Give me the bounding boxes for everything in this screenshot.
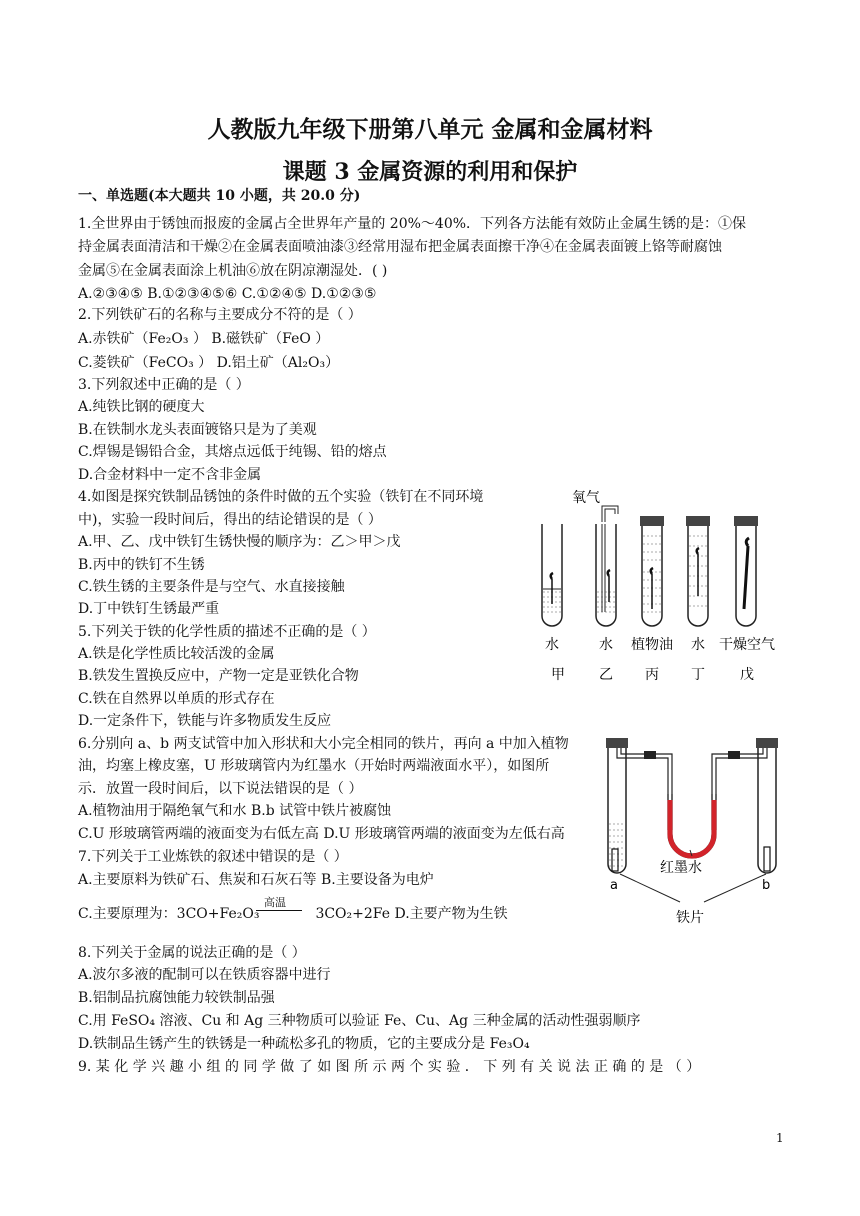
text-line: C.铁在自然界以单质的形式存在	[78, 691, 275, 707]
text-line: 9. 某 化 学 兴 趣 小 组 的 同 学 做 了 如 图 所 示 两 个 实 验 ． 下 列 有 关 说 法 正 确 的 是 （ ）	[78, 1059, 701, 1075]
label-oil: 植物油	[631, 637, 673, 653]
reaction-arrow-line	[256, 910, 302, 911]
text-line: A.甲、乙、戊中铁钉生锈快慢的顺序为：乙＞甲＞戊	[78, 534, 401, 550]
label-a: a	[610, 878, 618, 893]
page-number: 1	[776, 1131, 784, 1145]
text-line: 2.下列铁矿石的名称与主要成分不符的是（ ）	[78, 307, 362, 323]
text-line: B.铝制品抗腐蚀能力较铁制品强	[78, 990, 275, 1006]
document-subtitle: 课题 3 金属资源的利用和保护	[282, 159, 578, 185]
text-line: B.丙中的铁钉不生锈	[78, 557, 205, 573]
text-line: A.赤铁矿（Fe₂O₃ ） B.磁铁矿（FeO ）	[78, 331, 330, 347]
section-heading: 一、单选题(本大题共 10 小题，共 20.0 分)	[78, 188, 361, 204]
text-line: 5.下列关于铁的化学性质的描述不正确的是（ ）	[78, 624, 376, 640]
text-line: C.菱铁矿（FeCO₃ ） D.铝土矿（Al₂O₃）	[78, 355, 340, 371]
label-ding: 丁	[691, 667, 705, 683]
label-jia: 甲	[551, 667, 565, 683]
text-line: D.丁中铁钉生锈最严重	[78, 601, 220, 617]
q7c-after: 3CO₂+2Fe D.主要产物为生铁	[315, 906, 508, 922]
text-line: 中)，实验一段时间后，得出的结论错误的是（ ）	[78, 512, 382, 528]
tube-bing	[640, 516, 664, 626]
text-line: 4.如图是探究铁制品锈蚀的条件时做的五个实验（铁钉在不同环境	[78, 489, 484, 505]
text-line: A.主要原料为铁矿石、焦炭和石灰石等 B.主要设备为电炉	[78, 872, 434, 888]
text-line: C.用 FeSO₄ 溶液、Cu 和 Ag 三种物质可以验证 Fe、Cu、Ag 三种金属的活动性强弱顺序	[78, 1013, 641, 1029]
label-wu: 戊	[740, 667, 754, 683]
tube-wu	[734, 516, 758, 626]
oxygen-label: 氧气	[572, 490, 600, 506]
text-line: C.U 形玻璃管两端的液面变为右低左高 D.U 形玻璃管两端的液面变为左低右高	[78, 826, 565, 842]
q7c-before: C.主要原理为：3CO+Fe₂O₃	[78, 906, 260, 922]
text-line: 金属⑤在金属表面涂上机油⑥放在阴凉潮湿处．( )	[78, 263, 388, 279]
tube-ding	[686, 516, 710, 626]
document-title: 人教版九年级下册第八单元 金属和金属材料	[207, 116, 653, 143]
q7-option-c	[78, 903, 508, 923]
text-line: 3.下列叙述中正确的是（ ）	[78, 377, 250, 393]
text-line: A.纯铁比钢的硬度大	[78, 399, 205, 415]
text-line: A.波尔多液的配制可以在铁质容器中进行	[78, 967, 331, 983]
label-bing: 丙	[645, 667, 659, 683]
rust-experiment-figure	[532, 484, 792, 684]
label-water-2: 水	[599, 637, 613, 653]
text-line: 油，均塞上橡皮塞，U 形玻璃管内为红墨水（开始时两端液面水平），如图所	[78, 758, 550, 774]
text-line: 示．放置一段时间后，以下说法错误的是（ ）	[78, 781, 363, 797]
label-water-1: 水	[545, 637, 559, 653]
text-line: B.在铁制水龙头表面镀铬只是为了美观	[78, 422, 317, 438]
u-tube-figure	[600, 734, 782, 930]
text-line: A.植物油用于隔绝氧气和水 B.b 试管中铁片被腐蚀	[78, 803, 392, 819]
label-b: b	[762, 878, 771, 893]
text-line: 1.全世界由于锈蚀而报废的金属占全世界年产量的 20%～40%．下列各方法能有效防止金属生锈的是：①保	[78, 216, 747, 232]
text-line: C.焊锡是锡铅合金，其熔点远低于纯锡、铅的熔点	[78, 444, 387, 460]
text-line: B.铁发生置换反应中，产物一定是亚铁化合物	[78, 668, 359, 684]
text-line: 6.分别向 a、b 两支试管中加入形状和大小完全相同的铁片，再向 a 中加入植物	[78, 736, 569, 752]
text-line: D.铁制品生锈产生的铁锈是一种疏松多孔的物质，它的主要成分是 Fe₃O₄	[78, 1036, 530, 1052]
iron-sheet-label: 铁片	[676, 910, 704, 926]
text-line: 持金属表面清洁和干燥②在金属表面喷油漆③经常用湿布把金属表面擦干净④在金属表面镀上铬等耐腐蚀	[78, 239, 722, 255]
text-line: 7.下列关于工业炼铁的叙述中错误的是（ ）	[78, 849, 348, 865]
reaction-condition: 高温	[264, 896, 286, 909]
label-water-3: 水	[691, 637, 705, 653]
red-ink-label: 红墨水	[660, 860, 702, 876]
text-line: D.一定条件下，铁能与许多物质发生反应	[78, 713, 332, 729]
text-line: 8.下列关于金属的说法正确的是（ ）	[78, 945, 306, 961]
label-yi: 乙	[599, 667, 613, 683]
tube-jia	[542, 524, 562, 626]
text-line: C.铁生锈的主要条件是与空气、水直接接触	[78, 579, 345, 595]
label-dry-air: 干燥空气	[719, 637, 775, 653]
red-ink	[670, 800, 714, 856]
text-line: A.铁是化学性质比较活泼的金属	[78, 646, 275, 662]
text-line: A.②③④⑤ B.①②③④⑤⑥ C.①②④⑤ D.①②③⑤	[78, 286, 377, 302]
text-line: D.合金材料中一定不含非金属	[78, 467, 262, 483]
tube-yi	[596, 506, 618, 626]
